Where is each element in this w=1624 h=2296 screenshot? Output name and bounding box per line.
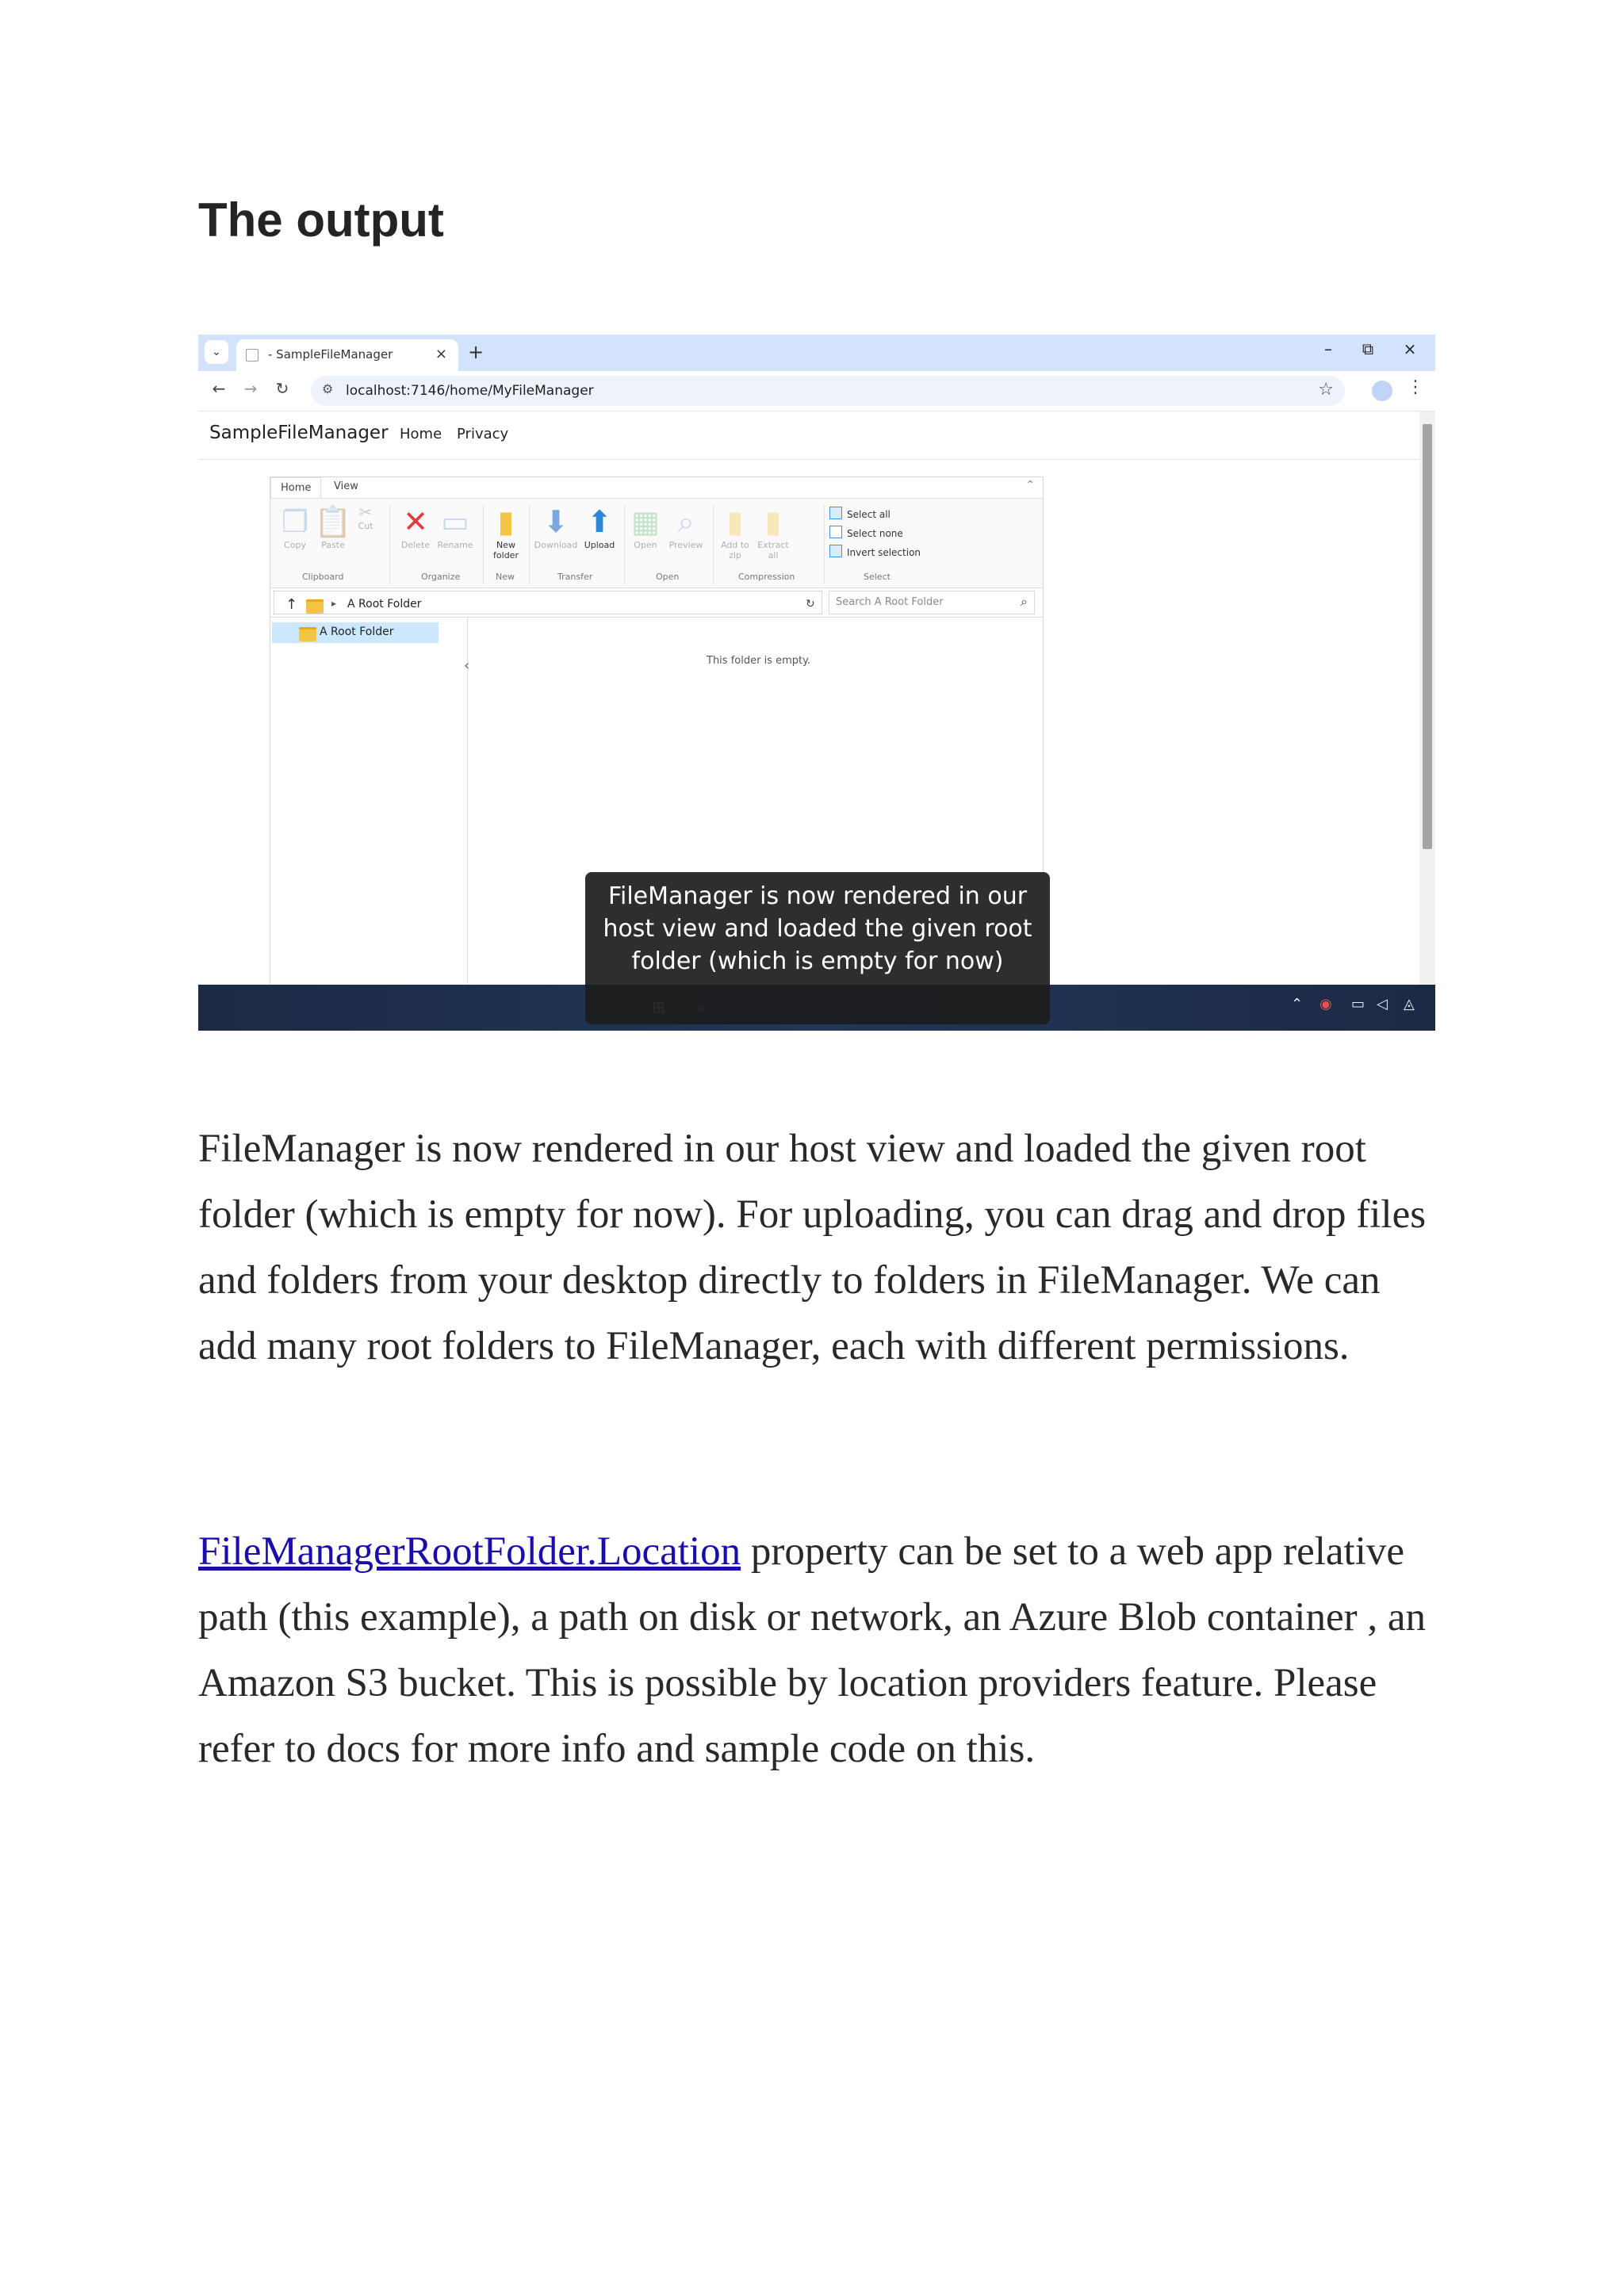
cut-icon: ✂ <box>358 503 373 522</box>
delete-icon: ✕ <box>403 504 428 539</box>
site-settings-icon[interactable]: ⚙ <box>322 381 334 396</box>
volume-icon[interactable]: ◁ <box>1377 996 1388 1012</box>
ribbon-tab-home[interactable]: Home <box>270 477 321 498</box>
group-label-transfer: Transfer <box>557 572 593 582</box>
copy-button[interactable]: ❐ Copy <box>275 503 315 550</box>
profile-avatar-icon[interactable] <box>1372 381 1392 401</box>
collapse-ribbon-icon[interactable]: ⌃ <box>1025 479 1035 492</box>
select-none-button[interactable]: Select none <box>829 526 903 539</box>
nav-privacy-link[interactable]: Privacy <box>457 426 509 442</box>
folder-icon <box>306 599 324 614</box>
invert-selection-icon <box>829 545 842 557</box>
tray-overflow-icon[interactable]: ⌃ <box>1291 996 1304 1012</box>
folder-icon <box>299 627 316 641</box>
browser-tab-strip <box>198 335 1435 371</box>
article-paragraph-1: FileManager is now rendered in our host view and loaded the given root folder (which is empty for now). For uploading, you can drag and drop files and folders from your desktop directly to folders in FileManager. We can add many root folders to FileManager, each with different permissions. <box>198 1127 1427 1368</box>
site-brand[interactable]: SampleFileManager <box>209 423 389 443</box>
folder-tree <box>270 618 468 986</box>
group-separator <box>483 505 484 584</box>
bookmark-star-icon[interactable]: ☆ <box>1318 380 1334 400</box>
ribbon-toolbar <box>270 499 1043 588</box>
group-separator <box>624 505 625 584</box>
group-separator <box>713 505 714 584</box>
ribbon-tab-view[interactable]: View <box>334 480 358 492</box>
new-tab-button[interactable]: + <box>468 341 485 363</box>
breadcrumb[interactable]: A Root Folder <box>347 598 422 610</box>
chevron-right-icon: ▸ <box>331 598 337 609</box>
upload-icon: ⬆ <box>587 504 612 539</box>
search-input[interactable] <box>829 591 1035 614</box>
tray-app-icon[interactable]: ◉ <box>1320 996 1332 1012</box>
site-navbar <box>198 411 1419 460</box>
page-icon <box>246 349 259 362</box>
group-label-clipboard: Clipboard <box>302 572 344 582</box>
empty-folder-message: This folder is empty. <box>707 655 811 667</box>
group-label-compression: Compression <box>738 572 795 582</box>
screenshot <box>198 335 1435 1031</box>
tab-title: - SampleFileManager <box>268 347 393 362</box>
group-label-new: New <box>496 572 515 582</box>
close-window-button[interactable]: × <box>1403 339 1417 358</box>
preview-button[interactable]: ⌕ Preview <box>664 503 708 550</box>
open-button[interactable]: ▦ Open <box>627 503 664 550</box>
back-arrow-icon[interactable]: ← <box>212 379 226 398</box>
ribbon-tabs <box>270 477 1043 499</box>
address-path-box[interactable] <box>274 591 822 614</box>
article-paragraph-2 <box>198 1519 1443 1782</box>
copy-icon: ❐ <box>281 504 309 539</box>
browser-tab[interactable] <box>236 339 458 371</box>
more-menu-icon[interactable]: ⋮ <box>1407 377 1424 397</box>
nav-home-link[interactable]: Home <box>400 426 442 442</box>
group-separator <box>824 505 825 584</box>
paste-icon: 📋 <box>314 504 352 539</box>
rename-icon: ▭ <box>441 504 469 539</box>
location-property-link[interactable]: FileManagerRootFolder.Location <box>198 1529 741 1574</box>
group-separator <box>529 505 530 584</box>
group-label-select: Select <box>864 572 891 582</box>
search-icon[interactable]: ⌕ <box>1021 594 1028 609</box>
page-title: The output <box>198 193 444 247</box>
pane-splitter-handle[interactable]: ‹ <box>464 657 470 674</box>
tree-item-label: A Root Folder <box>320 626 394 638</box>
download-icon: ⬇ <box>543 504 569 539</box>
restore-button[interactable]: ⧉ <box>1362 339 1374 358</box>
add-to-zip-icon: ▮ <box>726 504 744 539</box>
upload-button[interactable]: ⬆ Upload <box>580 503 619 550</box>
new-folder-icon: ▮ <box>497 504 515 539</box>
minimize-button[interactable]: – <box>1324 339 1332 358</box>
preview-icon: ⌕ <box>677 504 695 539</box>
paragraph-2-text: property can be set to a web app relative path (this example), a path on disk or network, an Azure Blob container , an Amazon S3 bucket. This is possible by location providers feature. Please refer to docs for more info and sample code on this. <box>198 1529 1426 1771</box>
search-placeholder: Search A Root Folder <box>836 596 944 608</box>
tab-search-button[interactable]: ⌄ <box>205 340 228 364</box>
new-folder-button[interactable]: ▮ New folder <box>486 503 526 561</box>
tree-item-root[interactable] <box>272 622 439 643</box>
path-bar <box>270 588 1043 618</box>
group-separator <box>389 505 390 584</box>
group-label-open: Open <box>656 572 680 582</box>
address-bar[interactable] <box>311 376 1345 406</box>
extract-all-button[interactable]: ▮ Extract all <box>754 503 792 561</box>
refresh-icon[interactable]: ↻ <box>806 598 815 610</box>
select-all-icon <box>829 507 842 519</box>
close-tab-icon[interactable]: × <box>435 346 447 362</box>
address-bar-row <box>198 371 1435 411</box>
rename-button[interactable]: ▭ Rename <box>434 503 477 550</box>
open-icon: ▦ <box>631 504 660 539</box>
video-caption: FileManager is now rendered in our host view and loaded the given root folder (which is empty for now) <box>585 872 1050 1024</box>
up-arrow-icon[interactable]: ↑ <box>285 596 298 613</box>
group-label-organize: Organize <box>421 572 461 582</box>
reload-icon[interactable]: ↻ <box>275 379 289 398</box>
delete-button[interactable]: ✕ Delete <box>396 503 435 550</box>
forward-arrow-icon[interactable]: → <box>243 379 258 398</box>
extract-all-icon: ▮ <box>764 504 782 539</box>
network-icon[interactable]: ▭ <box>1351 996 1365 1012</box>
select-none-icon <box>829 526 842 538</box>
paste-button[interactable]: 📋 Paste <box>314 504 352 550</box>
select-all-button[interactable]: Select all <box>829 507 891 520</box>
url-text[interactable]: localhost:7146/home/MyFileManager <box>346 383 594 399</box>
page-scrollbar[interactable] <box>1419 411 1435 985</box>
cut-button[interactable]: ✂ Cut <box>350 503 381 531</box>
download-button[interactable]: ⬇ Download <box>532 503 580 550</box>
notification-bell-icon[interactable]: ◬ <box>1404 996 1415 1012</box>
invert-selection-button[interactable]: Invert selection <box>829 545 921 558</box>
scrollbar-thumb[interactable] <box>1423 424 1432 849</box>
add-to-zip-button[interactable]: ▮ Add to zip <box>716 503 754 561</box>
